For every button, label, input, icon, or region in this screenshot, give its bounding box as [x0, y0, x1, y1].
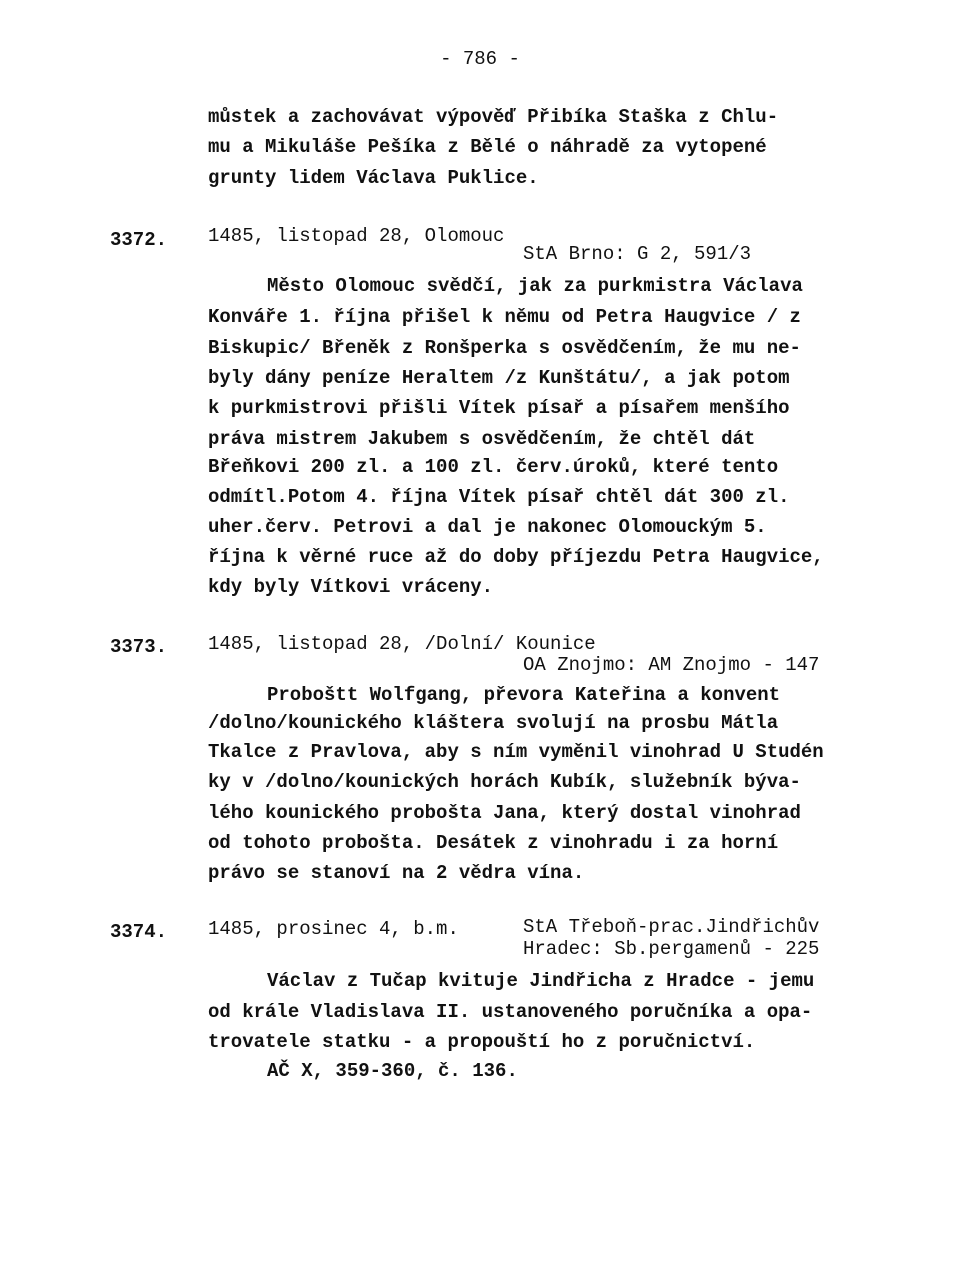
entry-text-line: práva mistrem Jakubem s osvědčením, že chtěl dát: [208, 428, 756, 450]
entry-number: 3374.: [110, 921, 168, 943]
intro-line: můstek a zachovávat výpověď Přibíka Staška z Chlu-: [208, 106, 779, 128]
entry-text-line: října k věrné ruce až do doby příjezdu Petra Haugvice,: [208, 546, 824, 568]
entry-text-line: trovatele statku - a propouští ho z poručnictví.: [208, 1031, 756, 1053]
entry-text-line: Břeňkovi 200 zl. a 100 zl. červ.úroků, které tento: [208, 456, 779, 478]
entry-text-line: k purkmistrovi přišli Vítek písař a písařem menšího: [208, 397, 790, 419]
intro-line: grunty lidem Václava Puklice.: [208, 167, 539, 189]
intro-line: mu a Mikuláše Pešíka z Bělé o náhradě za vytopené: [208, 136, 767, 158]
entry-text-line: od tohoto probošta. Desátek z vinohradu i za horní: [208, 832, 779, 854]
entry-number: 3373.: [110, 636, 168, 658]
entry-text-line: Biskupic/ Břeněk z Ronšperka s osvědčením, že mu ne-: [208, 337, 801, 359]
entry-source: StA Třeboň-prac.Jindřichův: [523, 916, 820, 938]
entry-number: 3372.: [110, 229, 168, 251]
entry-source: Hradec: Sb.pergamenů - 225: [523, 938, 820, 960]
entry-text-line: Město Olomouc svědčí, jak za purkmistra Václava: [267, 275, 803, 297]
entry-text-line: AČ X, 359-360, č. 136.: [267, 1060, 518, 1082]
entry-heading: 1485, listopad 28, Olomouc: [208, 225, 505, 247]
entry-text-line: /dolno/kounického kláštera svolují na prosbu Mátla: [208, 712, 779, 734]
entry-text-line: Konváře 1. října přišel k němu od Petra Haugvice / z: [208, 306, 801, 328]
entry-heading: 1485, listopad 28, /Dolní/ Kounice: [208, 633, 596, 655]
entry-text-line: od krále Vladislava II. ustanoveného poručníka a opa-: [208, 1001, 813, 1023]
entry-text-line: Tkalce z Pravlova, aby s ním vyměnil vinohrad U Studén: [208, 741, 824, 763]
entry-text-line: Václav z Tučap kvituje Jindřicha z Hradce - jemu: [267, 970, 815, 992]
page-number: - 786 -: [440, 48, 520, 70]
entry-text-line: lého kounického probošta Jana, který dostal vinohrad: [208, 802, 801, 824]
entry-text-line: ky v /dolno/kounických horách Kubík, služebník býva-: [208, 771, 801, 793]
entry-text-line: Proboštt Wolfgang, převora Kateřina a konvent: [267, 684, 781, 706]
entry-source: StA Brno: G 2, 591/3: [523, 243, 752, 265]
entry-heading: 1485, prosinec 4, b.m.: [208, 918, 459, 940]
entry-text-line: právo se stanoví na 2 vědra vína.: [208, 862, 585, 884]
entry-text-line: kdy byly Vítkovi vráceny.: [208, 576, 494, 598]
entry-text-line: odmítl.Potom 4. října Vítek písař chtěl dát 300 zl.: [208, 486, 790, 508]
entry-text-line: uher.červ. Petrovi a dal je nakonec Olomouckým 5.: [208, 516, 767, 538]
entry-text-line: byly dány peníze Heraltem /z Kunštátu/, a jak potom: [208, 367, 790, 389]
entry-source: OA Znojmo: AM Znojmo - 147: [523, 654, 820, 676]
